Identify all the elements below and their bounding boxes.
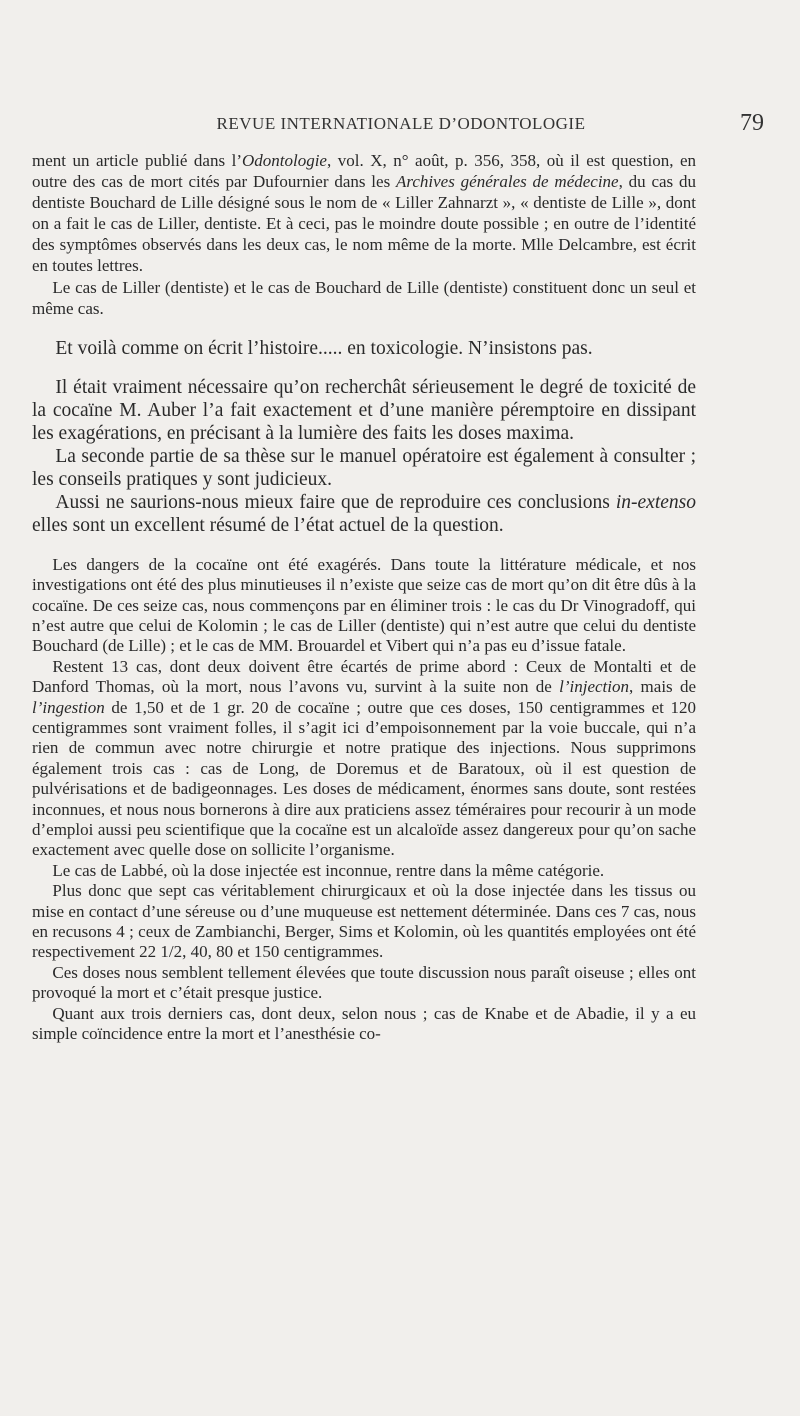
text-run: , mais de — [629, 677, 696, 697]
page-number: 79 — [740, 110, 764, 136]
paragraph: Ces doses nous semblent tellement élevées que toute discussion nous paraît oiseuse ; elles ont provoqué la mort et c’était presque justice. — [32, 962, 696, 1003]
paragraph — [32, 657, 696, 861]
italic-term: in-extenso — [615, 491, 696, 513]
paragraph: Et voilà comme on écrit l’histoire..... en toxicologie. N’insistons pas. — [55, 337, 593, 359]
text-run: de 1,50 et de 1 gr. 20 de cocaïne ; outre que ces doses, 150 centigrammes et 120 centigrammes sont vraiment folles, il s’agit ici d’empoisonnement par la voie buccale, qui n’a rien de commun avec notre chirurgie et notre pratique des injections. Nous supprimons également trois cas : cas de Long, de Doremus et de Baratoux, où il est question de pulvérisations et de badigeonnages. Les doses de médicament, énormes sans doute, sont restées inconnues, et nous nous bornerons à dire aux praticiens assez téméraires pour recourir à un mode d’emploi aussi peu scientifique que la cocaïne est un alcaloïde assez dangereux pour qu’on sache exactement avec quelle dose on sollicite l’organisme. — [32, 697, 696, 860]
journal-title: Odontologie — [241, 151, 327, 170]
italic-term: l’ingestion — [32, 697, 105, 717]
paragraph — [32, 491, 696, 537]
page-header — [30, 110, 772, 140]
paragraph: Le cas de Labbé, où la dose injectée est inconnue, rentre dans la même catégorie. — [52, 860, 605, 880]
paragraph — [32, 150, 696, 277]
paragraph: Il était vraiment nécessaire qu’on recherchât sérieusement le degré de toxicité de la cocaïne M. Auber l’a fait exactement et d’une manière péremptoire en dissipant les exagérations, en précisant à la lumière des faits les doses maxima. — [32, 376, 696, 444]
paragraph: Quant aux trois derniers cas, dont deux, selon nous ; cas de Knabe et de Abadie, il y a eu simple coïncidence entre la mort et l’anesthésie co- — [32, 1003, 696, 1044]
italic-term: l’injection — [559, 677, 630, 697]
intro-section — [32, 150, 696, 319]
running-title: REVUE INTERNATIONALE D’ODONTOLOGIE — [216, 114, 586, 133]
paragraph: Les dangers de la cocaïne ont été exagérés. Dans toute la littérature médicale, et nos investigations ont été des plus minutieuses il n’existe que seize cas de mort qu’on dit être dûs à la cocaïne. De ces seize cas, nous commençons par en éliminer trois : le cas du Dr Vinogradoff, qui n’est autre que celui de Kolomin ; le cas de Liller (dentiste) qui n’est autre que celui du dentiste Bouchard (de Lille) ; et le cas de MM. Brouardel et Vibert qui n’a pas eu d’issue fatale. — [32, 554, 696, 656]
paragraph: Plus donc que sept cas véritablement chirurgicaux et où la dose injectée dans les tissus ou mise en contact d’une séreuse ou d’une muqueuse est nettement déterminée. Dans ces 7 cas, nous en recusons 4 ; ceux de Zambianchi, Berger, Sims et Kolomin, où les quantités employées ont été respectivement 22 1/2, 40, 80 et 150 centigrammes. — [32, 881, 696, 962]
text-run: Restent 13 cas, dont deux doivent être écartés de prime abord : Ceux de Montalti et de Danford Thomas, où la mort, nous l’avons vu, survint à la suite non de — [32, 656, 696, 697]
text-run: Aussi ne saurions-nous mieux faire que de reproduire ces conclusions — [55, 491, 616, 513]
paragraph: Le cas de Liller (dentiste) et le cas de Bouchard de Lille (dentiste) constituent donc un seul et même cas. — [32, 277, 696, 318]
conclusions-section — [32, 555, 696, 1045]
body-text — [32, 150, 696, 1045]
paragraph: La seconde partie de sa thèse sur le manuel opératoire est également à consulter ; les conseils pratiques y sont judicieux. — [32, 445, 696, 490]
text-run: , du cas du dentiste Bouchard de Lille désigné sous le nom de « Liller Zahnarzt », « dentiste de Lille », dont on a fait le cas de Liller, dentiste. Et à ceci, pas le moindre doute possible ; en outre de l’identité des symptômes observés dans les deux cas, le nom même de la morte. Mlle Delcambre, est écrit en toutes lettres. — [32, 172, 696, 276]
text-run: ment un article publié dans l’ — [32, 151, 242, 170]
summary-section — [32, 337, 696, 537]
text-run: , vol. X, n° août, p. 356, 358, où il est question, en outre des cas de mort cités par Dufournier dans les — [32, 151, 696, 192]
text-run: elles sont un excellent résumé de l’état actuel de la question. — [32, 514, 504, 536]
journal-title: Archives générales de médecine — [396, 172, 619, 192]
